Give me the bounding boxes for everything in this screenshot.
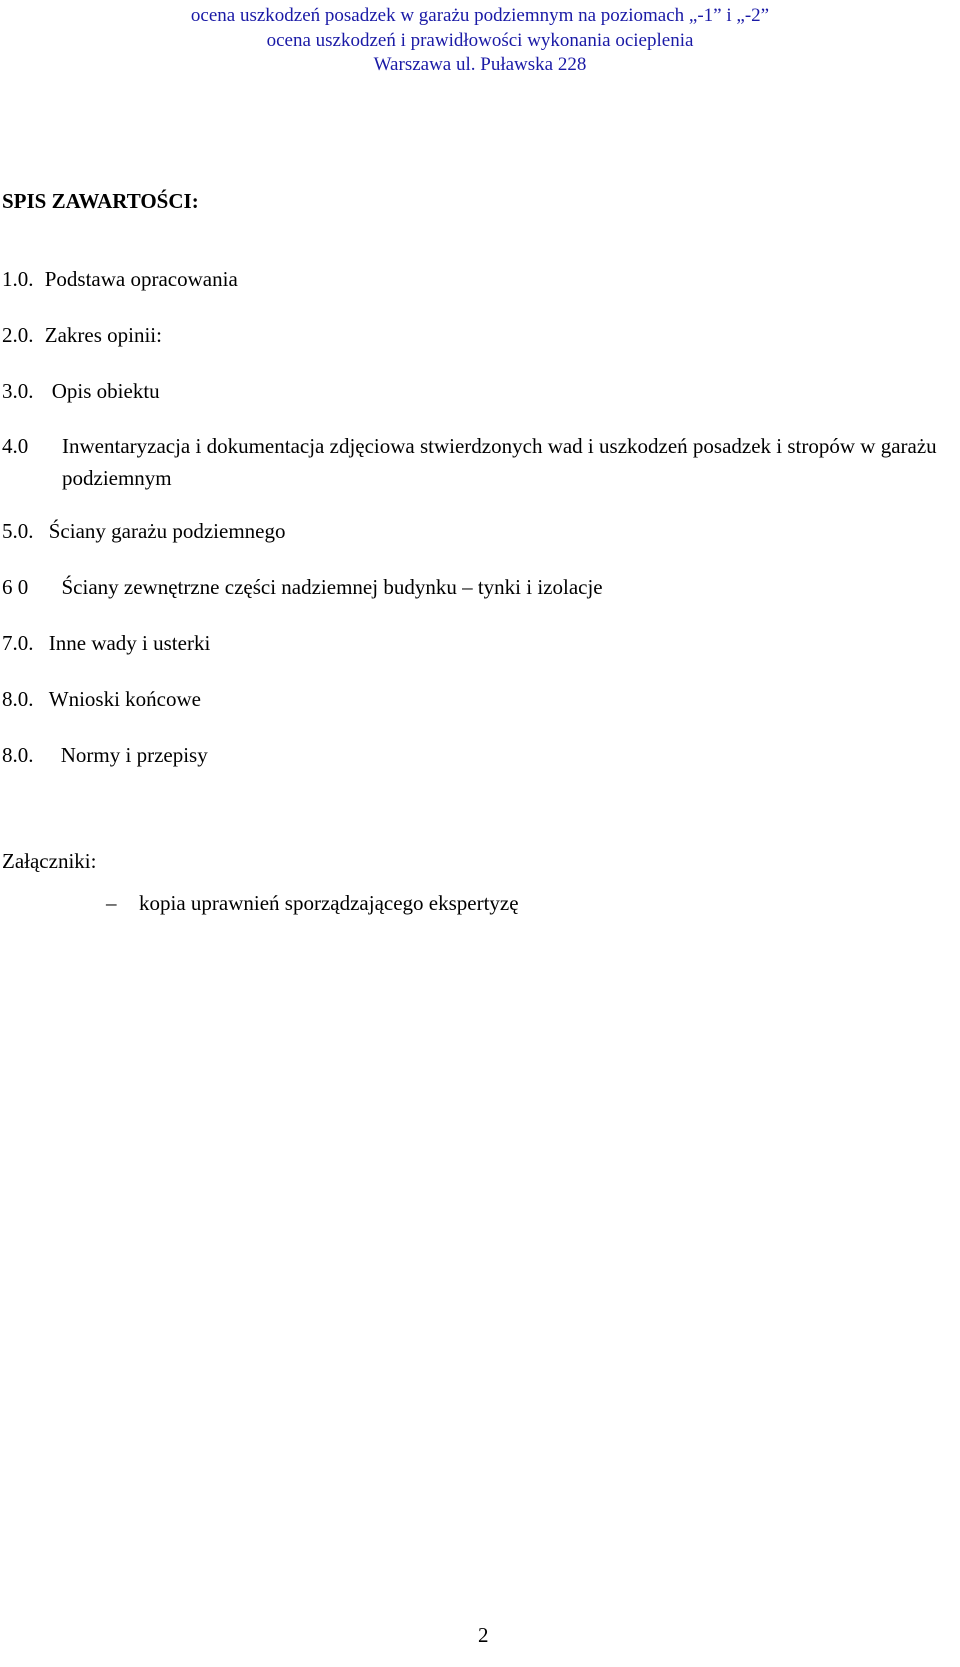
toc-item-text: Inwentaryzacja i dokumentacja zdjęciowa stwierdzonych wad i uszkodzeń posadzek i stropów w garażu podziemnym — [62, 434, 937, 490]
header-line-1: ocena uszkodzeń posadzek w garażu podziemnym na poziomach „-1” i „-2” — [190, 5, 770, 26]
toc-item-number: 8.0. — [2, 687, 34, 711]
toc-item — [2, 375, 160, 407]
attachment-text: kopia uprawnień sporządzającego ekspertyzę — [139, 891, 519, 915]
toc-item — [2, 739, 208, 771]
toc-item-number: 3.0. — [2, 379, 34, 403]
toc-item-text: Ściany zewnętrzne części nadziemnej budynku – tynki i izolacje — [61, 575, 603, 599]
toc-title: SPIS ZAWARTOŚCI: — [2, 189, 199, 213]
toc-item — [2, 627, 210, 659]
toc-item-text: Inne wady i usterki — [48, 631, 211, 655]
toc-item-text: Zakres opinii: — [44, 323, 162, 347]
toc-item — [2, 263, 238, 295]
toc-item-text: Ściany garażu podziemnego — [48, 519, 286, 543]
attachment-dash: – — [106, 891, 117, 915]
page-number: 2 — [478, 1623, 489, 1647]
toc-item-text: Opis obiektu — [51, 379, 160, 403]
toc-item — [2, 571, 603, 603]
toc-item-number: 6 0 — [2, 575, 29, 599]
attachments-label: Załączniki: — [2, 849, 97, 873]
toc-item-text: Podstawa opracowania — [44, 267, 238, 291]
toc-item-number: 2.0. — [2, 323, 34, 347]
header-line-3: Warszawa ul. Puławska 228 — [373, 54, 587, 75]
attachment-item — [106, 887, 519, 919]
toc-item — [2, 683, 201, 715]
header-line-2: ocena uszkodzeń i prawidłowości wykonania ocieplenia — [266, 29, 694, 51]
toc-item-number: 1.0. — [2, 267, 34, 291]
toc-item-number: 7.0. — [2, 631, 34, 655]
toc-item-text: Normy i przepisy — [60, 743, 208, 767]
toc-item — [2, 515, 286, 547]
toc-item — [2, 319, 162, 351]
toc-item-number: 5.0. — [2, 519, 34, 543]
document-header — [0, 4, 960, 78]
toc-item-number: 4.0 — [2, 434, 29, 458]
toc-item-number: 8.0. — [2, 743, 34, 767]
toc-item-text: Wnioski końcowe — [48, 687, 201, 711]
